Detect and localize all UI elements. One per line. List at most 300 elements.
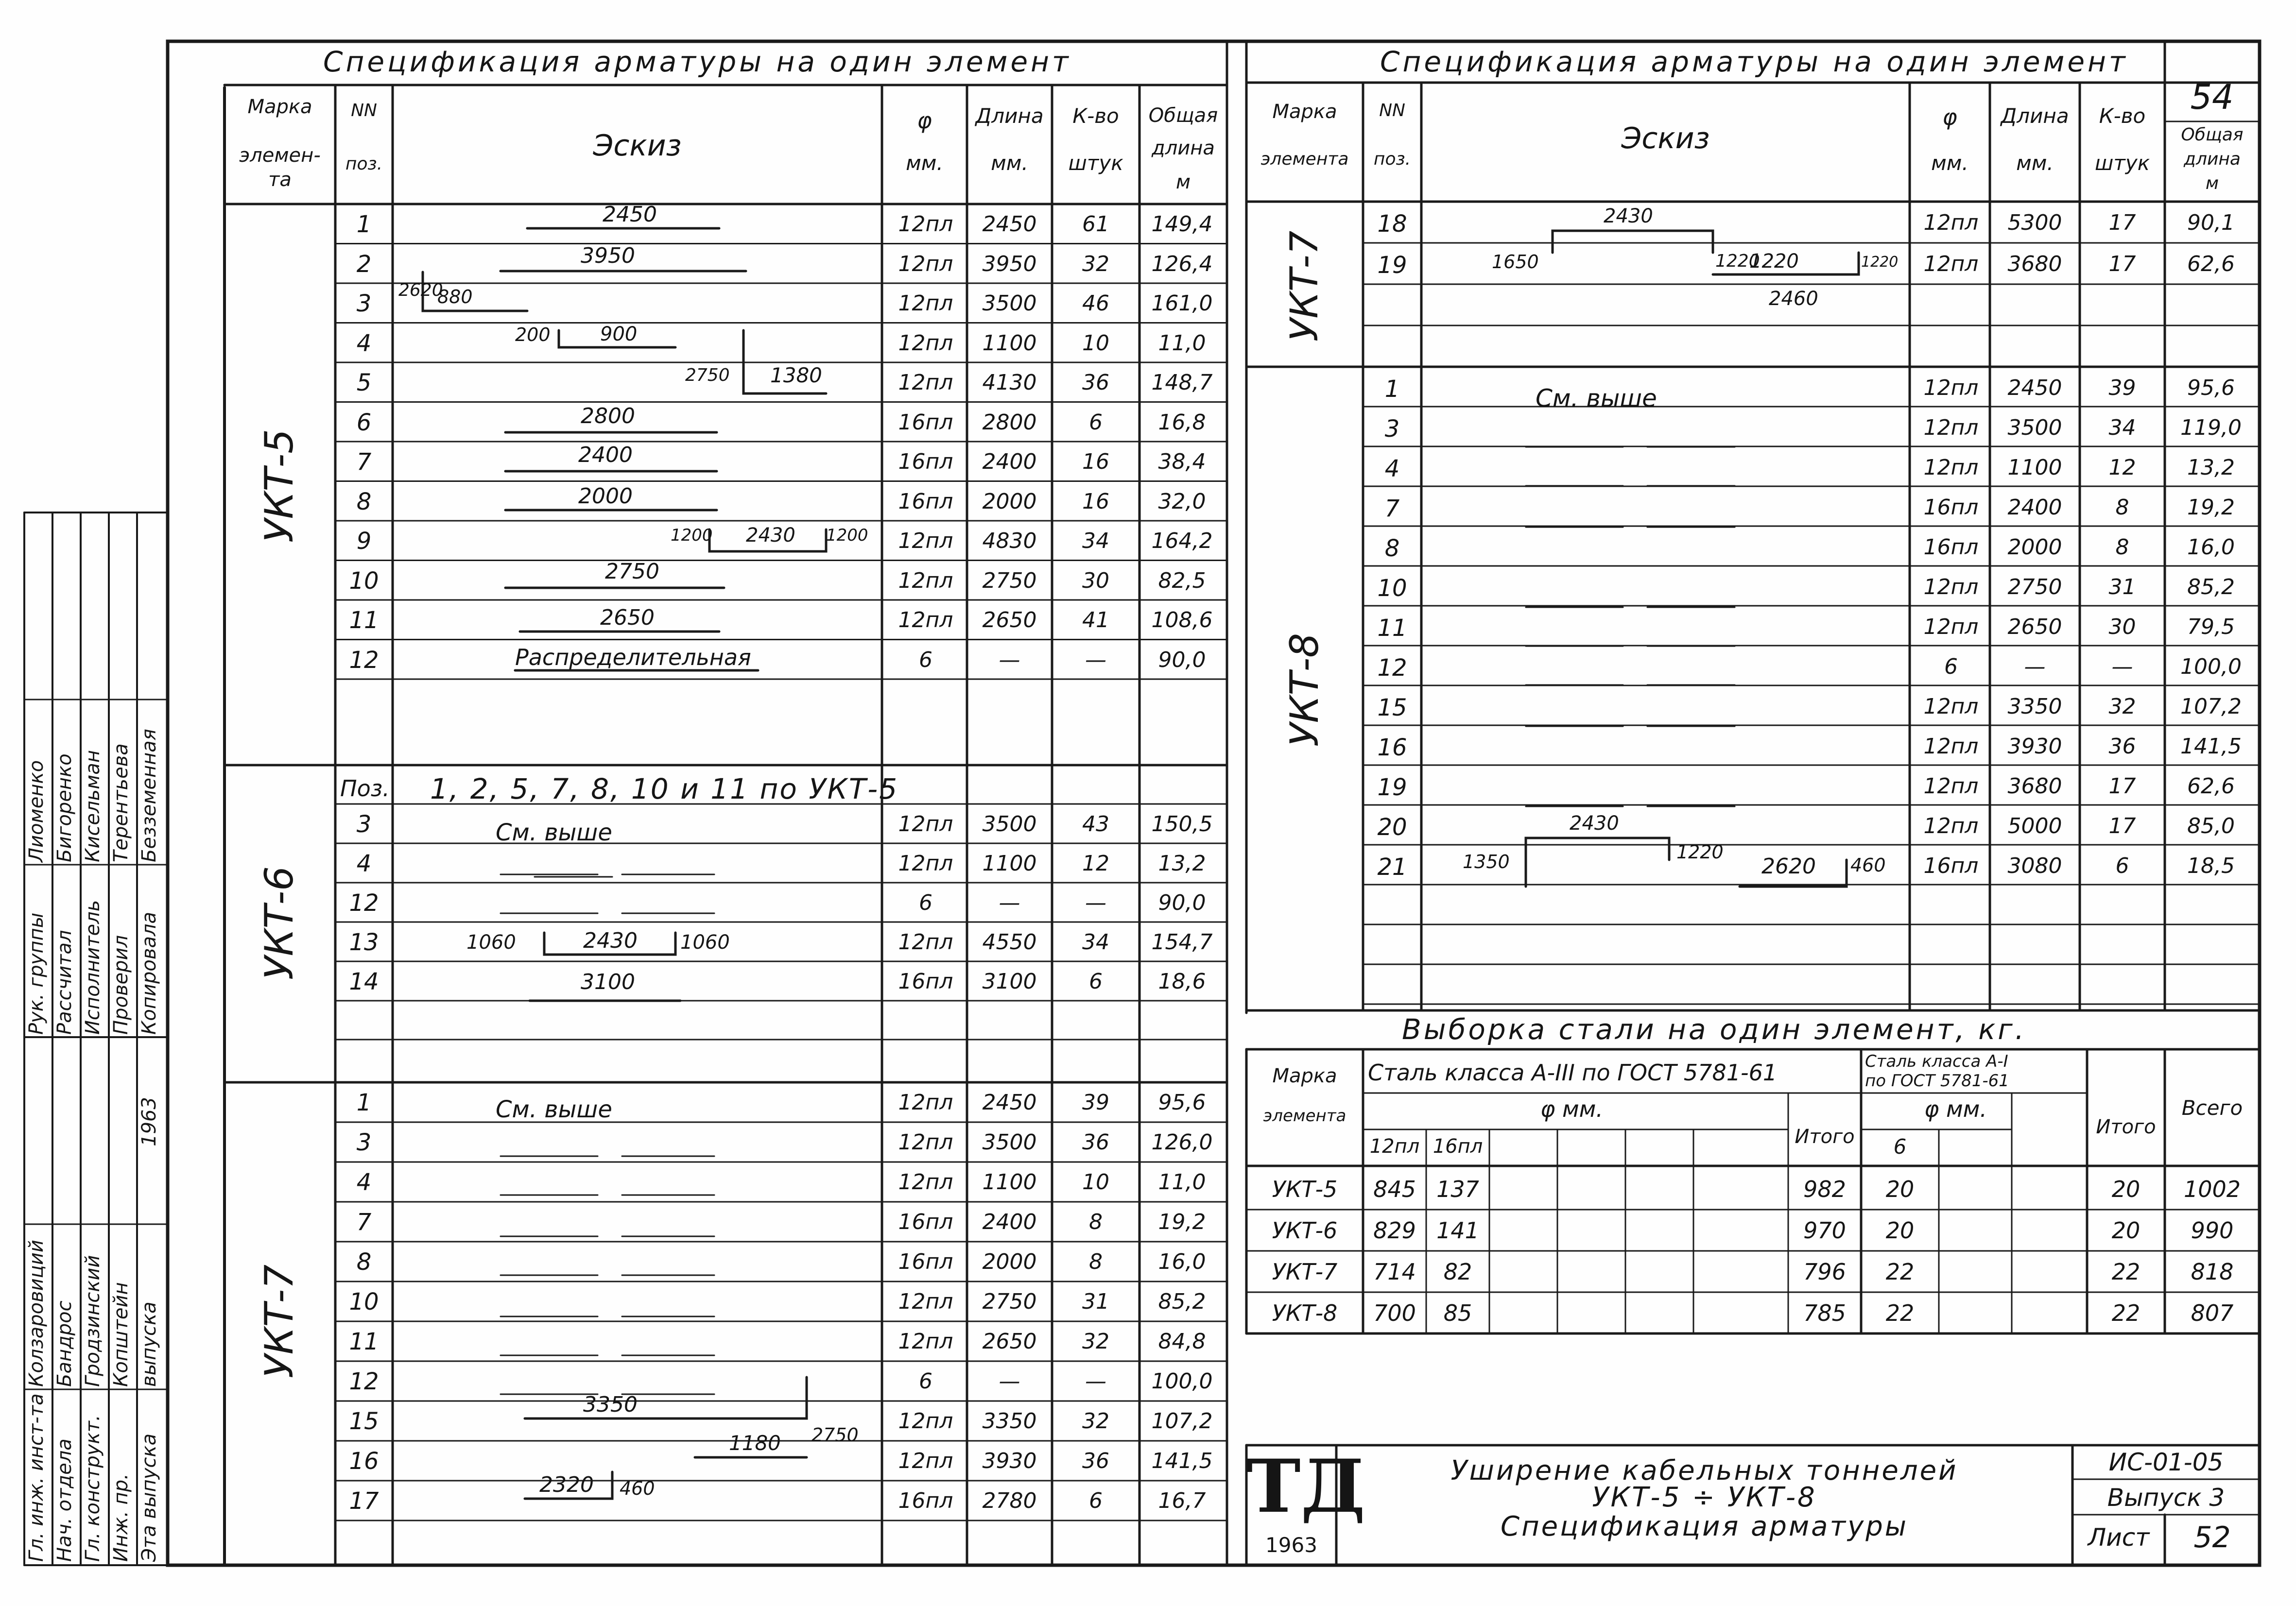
table-cell-phi: 12пл [1923, 376, 1979, 400]
right-sketch-dim-2430a: 2430 [1604, 205, 1653, 227]
stamp-role: Рук. группы [25, 912, 48, 1035]
table-cell-count: 10 [1082, 1170, 1109, 1195]
stamp-role: Копировала [138, 911, 160, 1035]
sketch-dim-880: 880 [437, 286, 473, 308]
table-cell-count: — [1085, 647, 1106, 672]
table-cell-count: 8 [1089, 1249, 1103, 1274]
table-cell-pos: 19 [1377, 252, 1407, 279]
selection-cell-itogo-class1: 22 [2111, 1259, 2141, 1285]
table-cell-length: 1100 [982, 330, 1037, 356]
right-header-length-2: мм. [2016, 151, 2054, 175]
table-cell-total: 16,8 [1158, 410, 1206, 435]
selection-header-16: 16пл [1433, 1135, 1483, 1158]
sketch-dim-1200a: 1200 [671, 526, 713, 545]
table-cell-pos: 16 [1377, 734, 1407, 761]
table-cell-length: 2450 [2007, 376, 2062, 400]
table-cell-phi: 12пл [898, 251, 953, 276]
right-spec-title: Спецификация арматуры на один элемент [1380, 45, 2128, 78]
selection-cell-total: 807 [2191, 1300, 2234, 1326]
table-cell-length: 4550 [982, 930, 1037, 955]
left-header-mark-1: Марка [247, 96, 312, 118]
table-cell-pos: 3 [1384, 415, 1400, 443]
table-cell-total: 18,5 [2187, 854, 2235, 878]
selection-cell-16: 85 [1443, 1300, 1472, 1326]
stamp-name: Гродзинский [82, 1255, 104, 1387]
stamp-name: Безземенная [138, 729, 160, 862]
sketch-dim-2430b: 2430 [583, 928, 638, 953]
table-cell-length: 4830 [982, 529, 1037, 553]
selection-cell-total: 1002 [2183, 1176, 2241, 1202]
table-cell-pos: 10 [349, 1288, 379, 1316]
table-cell-length: 2400 [982, 1210, 1037, 1234]
right-header-length-1: Длина [2001, 104, 2069, 128]
table-cell-pos: 7 [356, 448, 372, 476]
table-cell-phi: 12пл [898, 1449, 953, 1473]
left-header-total-2: длина [1152, 137, 1215, 159]
selection-header-class3: Сталь класса А-III по ГОСТ 5781-61 [1368, 1059, 1778, 1086]
table-cell-count: 31 [2108, 575, 2136, 599]
left-header-pos-1: NN [351, 101, 377, 120]
table-cell-total: 154,7 [1151, 930, 1213, 955]
selection-cell-6: 22 [1885, 1300, 1915, 1326]
table-cell-total: 85,2 [2187, 575, 2235, 599]
table-cell-total: 32,0 [1158, 489, 1206, 514]
table-cell-count: 32 [2108, 694, 2136, 719]
left-header-count-1: К-во [1072, 104, 1119, 128]
table-cell-pos: 19 [1377, 774, 1407, 801]
title-block-sheet-label: Лист [2088, 1523, 2150, 1552]
table-cell-length: 2400 [982, 449, 1037, 474]
table-cell-count: 36 [1082, 1130, 1109, 1155]
selection-header-class1-1: Сталь класса А-I [1865, 1052, 2008, 1071]
selection-cell-12: 829 [1373, 1217, 1416, 1244]
table-cell-count: 32 [1082, 1409, 1109, 1434]
selection-header-phi: φ мм. [1540, 1096, 1603, 1122]
table-cell-total: 16,0 [2187, 535, 2235, 560]
table-cell-length: 2750 [982, 568, 1037, 593]
stamp-role: Эта выпуска [138, 1433, 160, 1562]
sketch-dim-2750a: 2750 [685, 365, 730, 385]
stamp-role: Проверил [110, 935, 132, 1035]
table-cell-total: 148,7 [1151, 370, 1213, 395]
table-cell-length: 2450 [982, 1090, 1037, 1115]
table-cell-count: 16 [1082, 489, 1109, 514]
sketch-dim-900: 900 [600, 323, 638, 345]
table-cell-length: 2000 [982, 1249, 1037, 1274]
sketch-dim-2000: 2000 [578, 484, 633, 509]
table-cell-count: 30 [1082, 568, 1109, 593]
table-cell-total: 90,0 [1158, 647, 1206, 672]
right-sketch-dim-2430b: 2430 [1570, 812, 1619, 835]
selection-title: Выборка стали на один элемент, кг. [1402, 1013, 2027, 1046]
table-cell-length: 2000 [2007, 535, 2062, 560]
table-cell-pos: 6 [356, 409, 372, 436]
selection-header-12: 12пл [1369, 1135, 1420, 1158]
table-cell-pos: 4 [356, 1169, 372, 1196]
table-cell-total: 13,2 [1158, 851, 1206, 876]
table-cell-total: 19,2 [1158, 1210, 1206, 1234]
table-cell-count: — [2111, 654, 2133, 679]
ukt6-pos-label: Поз. [340, 775, 390, 802]
selection-header-total: Всего [2181, 1096, 2243, 1120]
sketch-dim-200: 200 [515, 324, 551, 345]
table-cell-pos: 12 [349, 889, 379, 917]
table-cell-count: 32 [1082, 1329, 1109, 1354]
table-cell-length: 2650 [982, 1329, 1037, 1354]
table-cell-pos: 8 [356, 488, 372, 515]
title-block-sheet-number: 52 [2193, 1521, 2231, 1555]
sketch-dim-1180: 1180 [729, 1431, 781, 1455]
table-cell-total: 95,6 [2187, 376, 2235, 400]
table-cell-phi: 6 [919, 647, 932, 672]
table-cell-length: 1100 [2007, 455, 2062, 480]
table-cell-phi: 16пл [1923, 495, 1979, 520]
right-sketch-dim-1220d: 1220 [1676, 841, 1724, 863]
table-cell-total: 149,4 [1151, 212, 1213, 237]
table-cell-count: 32 [1082, 251, 1109, 276]
selection-header-6: 6 [1893, 1135, 1907, 1159]
selection-header-mark-2: элемента [1263, 1106, 1347, 1126]
table-cell-pos: 14 [349, 968, 379, 995]
table-cell-count: 41 [1082, 608, 1109, 632]
stamp-name: Бигоренко [53, 753, 76, 862]
table-cell-phi: 16пл [1923, 535, 1979, 560]
table-cell-total: 85,2 [1158, 1289, 1206, 1314]
stamp-role: Рассчитал [53, 930, 76, 1035]
selection-cell-itogo-class1: 20 [2111, 1217, 2141, 1244]
table-cell-count: 34 [1082, 529, 1109, 553]
table-cell-phi: 12пл [1923, 210, 1979, 235]
table-cell-total: 100,0 [2180, 654, 2242, 679]
sketch-dim-2400: 2400 [578, 443, 633, 467]
table-cell-pos: 3 [356, 1129, 372, 1156]
table-cell-phi: 16пл [898, 410, 953, 435]
table-cell-count: 36 [1082, 1449, 1109, 1473]
right-header-mark-2: элемента [1260, 149, 1349, 169]
table-cell-phi: 12пл [898, 291, 953, 316]
selection-cell-12: 845 [1373, 1176, 1416, 1202]
table-cell-pos: 9 [356, 528, 372, 555]
table-cell-phi: 12пл [898, 1130, 953, 1155]
sketch-dim-460: 460 [620, 1478, 655, 1499]
table-cell-total: 85,0 [2187, 814, 2235, 838]
table-cell-pos: 12 [349, 646, 379, 674]
stamp-name: выпуска [138, 1301, 160, 1387]
selection-cell-total: 990 [2191, 1217, 2234, 1244]
table-cell-length: 3500 [2007, 415, 2062, 440]
sketch-dim-3100: 3100 [581, 970, 635, 994]
table-cell-count: 8 [2115, 495, 2129, 520]
right-header-total-2: длина [2184, 149, 2241, 169]
sketch-dim-2750b: 2750 [605, 559, 659, 584]
table-cell-length: — [999, 647, 1020, 672]
stamp-name: Колзаровиций [25, 1240, 48, 1387]
table-cell-pos: 12 [1377, 654, 1407, 682]
table-cell-count: 34 [1082, 930, 1109, 955]
selection-cell-6: 22 [1885, 1259, 1915, 1285]
right-sketch-dim-1650: 1650 [1492, 251, 1539, 273]
left-header-pos-2: поз. [345, 154, 383, 174]
table-cell-length: 3500 [982, 812, 1037, 837]
left-header-sketch: Эскиз [593, 129, 682, 163]
table-cell-length: 2650 [982, 608, 1037, 632]
table-cell-phi: 12пл [898, 930, 953, 955]
stamp-role: Исполнитель [82, 900, 104, 1035]
table-cell-pos: 5 [356, 369, 372, 396]
stamp-role: Инж. пр. [110, 1473, 132, 1562]
table-cell-total: 38,4 [1158, 449, 1206, 474]
table-cell-phi: 12пл [898, 812, 953, 837]
table-cell-pos: 10 [1377, 575, 1407, 602]
table-cell-count: 36 [1082, 370, 1109, 395]
table-cell-length: 3500 [982, 291, 1037, 316]
selection-cell-16: 137 [1436, 1176, 1479, 1202]
table-cell-phi: 12пл [1923, 252, 1979, 276]
table-cell-phi: 12пл [898, 1329, 953, 1354]
table-cell-pos: 17 [349, 1487, 379, 1515]
table-cell-total: 16,0 [1158, 1249, 1206, 1274]
sketch-dim-2750c: 2750 [811, 1424, 859, 1446]
right-group-mark-ukt7: УКТ-7 [1283, 230, 1327, 342]
right-sketch-dim-2460: 2460 [1769, 288, 1818, 310]
table-cell-length: 3680 [2007, 252, 2062, 276]
stamp-name: Терентьева [110, 743, 132, 862]
table-cell-length: — [999, 890, 1020, 915]
table-cell-length: 2800 [982, 410, 1037, 435]
sketch-dim-1060b: 1060 [680, 931, 730, 954]
left-header-total-3: м [1175, 171, 1191, 193]
stamp-name: Лиоменко [25, 760, 48, 862]
selection-cell-6: 20 [1885, 1176, 1915, 1202]
table-cell-length: 3930 [2007, 734, 2062, 759]
selection-cell-itogo: 785 [1803, 1300, 1846, 1326]
table-cell-phi: 16пл [898, 1210, 953, 1234]
table-cell-pos: 7 [1384, 495, 1400, 522]
table-cell-length: 3350 [2007, 694, 2062, 719]
table-cell-length: 2400 [2007, 495, 2062, 520]
table-cell-phi: 12пл [898, 568, 953, 593]
left-header-phi-2: мм. [906, 151, 943, 175]
table-cell-phi: 12пл [1923, 575, 1979, 599]
right-header-phi-2: мм. [1931, 151, 1968, 175]
table-cell-length: 3930 [982, 1449, 1037, 1473]
table-cell-length: 5300 [2007, 210, 2062, 235]
title-block-code: ИС-01-05 [2108, 1448, 2224, 1476]
table-cell-pos: 11 [1377, 615, 1407, 642]
table-cell-length: 2780 [982, 1488, 1037, 1513]
table-cell-pos: 1 [356, 1089, 372, 1116]
table-cell-total: 141,5 [2180, 734, 2242, 759]
table-cell-total: 82,5 [1158, 568, 1206, 593]
right-see-above: См. выше [1536, 384, 1657, 412]
left-spec-title: Спецификация арматуры на один элемент [323, 45, 1071, 78]
stamp-name: Кисельман [82, 750, 104, 862]
table-cell-phi: 12пл [1923, 455, 1979, 480]
table-cell-total: 11,0 [1158, 1170, 1206, 1195]
right-group-mark-ukt8: УКТ-8 [1282, 632, 1327, 747]
table-cell-total: 62,6 [2187, 774, 2235, 799]
table-cell-phi: 12пл [898, 608, 953, 632]
table-cell-total: 150,5 [1151, 812, 1213, 837]
table-cell-pos: 12 [349, 1368, 379, 1395]
table-cell-length: 1100 [982, 1170, 1037, 1195]
selection-cell-itogo: 982 [1803, 1176, 1846, 1202]
table-cell-length: 3080 [2007, 854, 2062, 878]
table-cell-phi: 12пл [898, 1289, 953, 1314]
table-cell-phi: 12пл [1923, 615, 1979, 639]
table-cell-count: 6 [1089, 969, 1103, 994]
table-cell-phi: 12пл [898, 370, 953, 395]
table-cell-pos: 21 [1377, 854, 1407, 881]
right-header-pos-2: поз. [1373, 149, 1411, 169]
table-cell-count: 17 [2108, 252, 2136, 276]
selection-header-mark-1: Марка [1272, 1065, 1337, 1087]
sketch-dim-2430: 2430 [746, 524, 795, 547]
selection-header-itogo: Итого [1795, 1126, 1855, 1148]
table-cell-total: 16,7 [1158, 1488, 1206, 1513]
left-group-mark-ukt6: УКТ-6 [257, 866, 302, 980]
table-cell-phi: 16пл [898, 489, 953, 514]
table-cell-total: 11,0 [1158, 330, 1206, 356]
table-cell-pos: 8 [1384, 535, 1400, 562]
table-cell-total: 90,1 [2187, 210, 2235, 235]
table-cell-phi: 12пл [1923, 694, 1979, 719]
table-cell-pos: 4 [356, 329, 372, 357]
table-cell-count: 6 [1089, 410, 1103, 435]
table-cell-count: 17 [2108, 210, 2136, 235]
right-header-count-2: штук [2094, 151, 2150, 175]
table-cell-pos: 3 [356, 290, 372, 317]
selection-cell-12: 700 [1373, 1300, 1416, 1326]
selection-cell-itogo: 796 [1803, 1259, 1846, 1285]
left-group-mark-ukt5: УКТ-5 [257, 428, 302, 543]
table-cell-phi: 12пл [1923, 814, 1979, 838]
table-cell-total: 90,0 [1158, 890, 1206, 915]
stamp-name: Бандрос [53, 1300, 76, 1387]
table-cell-count: 6 [2115, 854, 2129, 878]
left-header-phi-1: φ [917, 107, 932, 134]
stamp-role: Гл. конструкт. [82, 1415, 104, 1562]
table-cell-length: 3350 [982, 1409, 1037, 1434]
sketch-dim-2620: 2620 [398, 280, 443, 300]
table-cell-phi: 16пл [898, 969, 953, 994]
table-cell-count: 30 [2108, 615, 2136, 639]
selection-cell-itogo: 970 [1803, 1217, 1846, 1244]
table-cell-count: 8 [2115, 535, 2129, 560]
left-header-total-1: Общая [1148, 104, 1218, 127]
table-cell-phi: 16пл [898, 449, 953, 474]
table-cell-count: 36 [2108, 734, 2136, 759]
sketch-dim-2650: 2650 [600, 605, 655, 630]
table-cell-length: 3100 [982, 969, 1037, 994]
selection-header-itogo-class1: Итого [2096, 1116, 2156, 1138]
table-cell-length: 1100 [982, 851, 1037, 876]
table-cell-total: 84,8 [1158, 1329, 1206, 1354]
table-cell-count: 8 [1089, 1210, 1103, 1234]
table-cell-total: 126,0 [1151, 1130, 1213, 1155]
selection-header-phi-class1: φ мм. [1924, 1096, 1987, 1122]
table-cell-total: 95,6 [1158, 1090, 1206, 1115]
title-line-2: УКТ-5 ÷ УКТ-8 [1592, 1482, 1817, 1513]
selection-cell-mark: УКТ-7 [1272, 1259, 1338, 1285]
right-sketch-dim-460: 460 [1850, 854, 1886, 876]
table-cell-length: 5000 [2007, 814, 2062, 838]
table-cell-total: 164,2 [1151, 529, 1213, 553]
table-cell-pos: 8 [356, 1248, 372, 1276]
table-cell-total: 126,4 [1151, 251, 1213, 276]
ukt7-see-above: См. выше [496, 1096, 612, 1123]
selection-cell-total: 818 [2191, 1259, 2234, 1285]
table-cell-total: 19,2 [2187, 495, 2235, 520]
table-cell-phi: 6 [919, 1369, 932, 1394]
left-header-mark-2: элемен- [239, 144, 321, 167]
table-cell-pos: 7 [356, 1209, 372, 1236]
sketch-dim-1380: 1380 [770, 363, 822, 387]
table-cell-pos: 13 [349, 929, 379, 956]
right-header-mark-1: Марка [1272, 101, 1337, 123]
left-header-length-1: Длина [975, 104, 1044, 128]
selection-header-class1-2: по ГОСТ 5781-61 [1865, 1071, 2009, 1091]
right-header-phi-1: φ [1942, 104, 1957, 130]
ukt6-reference: 1, 2, 5, 7, 8, 10 и 11 по УКТ-5 [430, 772, 899, 805]
table-cell-pos: 4 [356, 850, 372, 877]
title-block-issue: Выпуск 3 [2107, 1484, 2225, 1512]
table-cell-phi: 16пл [898, 1488, 953, 1513]
right-sketch-dim-1350: 1350 [1463, 851, 1510, 872]
table-cell-phi: 16пл [898, 1249, 953, 1274]
table-cell-length: 4130 [982, 370, 1037, 395]
table-cell-total: 18,6 [1158, 969, 1206, 994]
table-cell-phi: 12пл [898, 1090, 953, 1115]
table-cell-length: 3950 [982, 251, 1037, 276]
table-cell-length: 3680 [2007, 774, 2062, 799]
table-cell-total: 62,6 [2187, 252, 2235, 276]
table-cell-count: 31 [1082, 1289, 1109, 1314]
table-cell-pos: 10 [349, 567, 379, 595]
table-cell-pos: 4 [1384, 455, 1400, 482]
sketch-dim-2800: 2800 [581, 404, 635, 428]
table-cell-length: 2000 [982, 489, 1037, 514]
table-cell-phi: 12пл [898, 851, 953, 876]
table-cell-total: 119,0 [2180, 415, 2242, 440]
table-cell-count: 6 [1089, 1488, 1103, 1513]
table-cell-pos: 11 [349, 1328, 379, 1355]
table-cell-pos: 2 [356, 250, 372, 278]
table-cell-count: — [1085, 890, 1106, 915]
table-cell-length: — [999, 1369, 1020, 1394]
sheet-number-top: 54 [2190, 77, 2234, 117]
selection-cell-12: 714 [1373, 1259, 1416, 1285]
selection-cell-mark: УКТ-6 [1272, 1217, 1338, 1244]
title-line-1: Уширение кабельных тоннелей [1450, 1455, 1958, 1486]
table-cell-count: 17 [2108, 814, 2136, 838]
table-cell-count: 16 [1082, 449, 1109, 474]
right-header-total-1: Общая [2181, 125, 2244, 145]
sketch-dim-3350: 3350 [583, 1392, 638, 1417]
table-cell-count: — [1085, 1369, 1106, 1394]
table-cell-count: 43 [1082, 812, 1109, 837]
left-header-count-2: штук [1068, 151, 1123, 175]
selection-cell-16: 82 [1443, 1259, 1472, 1285]
ukt6-see-above: См. выше [496, 819, 612, 846]
table-cell-length: 2450 [982, 212, 1037, 237]
table-cell-count: 12 [2108, 455, 2136, 480]
sketch-dim-2320: 2320 [539, 1472, 594, 1497]
table-cell-pos: 3 [356, 811, 372, 838]
sketch-distribution: Распределительная [515, 644, 751, 670]
right-sketch-dim-1220a: 1220 [1715, 251, 1760, 271]
selection-cell-16: 141 [1436, 1217, 1479, 1244]
